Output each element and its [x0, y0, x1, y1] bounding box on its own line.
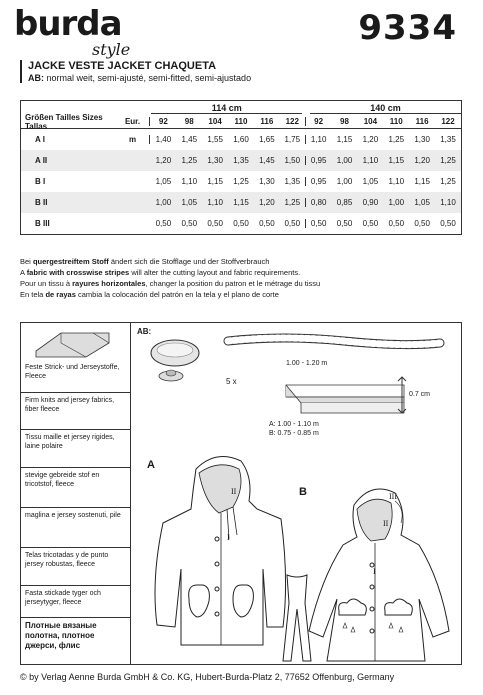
table-cell: 0,50: [336, 219, 353, 228]
table-cell: 1,25: [181, 156, 198, 165]
size-header-cell: 110: [389, 117, 403, 126]
brand-sub: style: [92, 40, 131, 59]
pattern-number: 9334: [358, 8, 457, 48]
size-header-cell: 98: [184, 117, 194, 126]
table-cell: 1,30: [207, 156, 223, 165]
table-cell: 0,50: [388, 219, 405, 228]
fabric-divider: [21, 392, 131, 393]
view-row-label: A II: [35, 156, 48, 165]
table-cell: 1,25: [440, 156, 456, 165]
table-cell: 1,00: [155, 198, 172, 207]
table-cell: 1,10: [310, 135, 327, 144]
fabric-requirements-table: [20, 100, 462, 235]
note-bold: de rayas: [45, 290, 76, 299]
fabric-suggestion-text: maglina e jersey sostenuti, pile: [25, 512, 121, 519]
fabric-divider: [21, 467, 131, 468]
fabric-suggestion-text: Feste Strick- und Jerseystoffe, Fleece: [25, 364, 120, 380]
table-cell: 1,05: [181, 198, 198, 207]
snap-fastener-icon: [149, 337, 209, 385]
view-row-label: B II: [35, 198, 48, 207]
table-cell: 0,50: [181, 219, 198, 228]
table-cell: 1,25: [233, 177, 249, 186]
note-post: cambia la colocación del patrón en la tela y el plano de corte: [75, 290, 279, 299]
jacket-b-illustration: [309, 481, 459, 663]
table-cell: 0,50: [414, 219, 430, 228]
table-cell: 1,30: [414, 135, 430, 144]
table-size-header: [21, 112, 461, 131]
view-b-label: B: [299, 486, 307, 498]
table-cell: 0,95: [310, 177, 327, 186]
table-cell: 1,35: [233, 156, 249, 165]
table-cell: 1,20: [259, 198, 275, 207]
table-cell: 1,50: [280, 156, 306, 165]
table-row: [21, 150, 461, 171]
table-cell: 1,20: [362, 135, 379, 144]
cord-length: 1.00 - 1.20 m: [286, 360, 328, 367]
title-block: [20, 60, 460, 83]
table-cell: 0,50: [310, 219, 327, 228]
note-post: will alter the cutting layout and fabric requirements.: [129, 268, 301, 277]
note-bold: fabric with crosswise stripes: [26, 268, 130, 277]
table-cell: 1,20: [414, 156, 430, 165]
table-cell: 1,15: [233, 198, 249, 207]
copyright-footer: © by Verlag Aenne Burda GmbH & Co. KG, Hubert-Burda-Platz 2, 77652 Offenburg, Germany: [20, 672, 395, 682]
table-cell: 1,10: [440, 198, 456, 207]
note-pre: Bei: [20, 257, 33, 266]
table-cell: 1,25: [280, 198, 306, 207]
table-cell: 1,10: [207, 198, 223, 207]
view-a-label: A: [147, 459, 155, 471]
bias-tape-icon: [236, 373, 406, 418]
table-cell: 1,15: [207, 177, 223, 186]
table-cell: 1,05: [362, 177, 379, 186]
sizes-label: Größen Tailles Sizes Tallas: [25, 112, 103, 131]
width-group-114: 114 cm: [151, 103, 302, 114]
fabric-divider: [21, 547, 131, 548]
fabric-suggestion-text: Telas tricotadas y de punto jersey robustas, fleece: [25, 552, 109, 568]
fabric-suggestions: [21, 323, 131, 664]
size-header-cell: 110: [234, 117, 248, 126]
table-cell: 1,15: [336, 135, 353, 144]
table-row: [21, 171, 461, 192]
table-cell: 1,00: [336, 177, 353, 186]
note-line: [20, 256, 460, 267]
burda-logo: [14, 4, 154, 60]
table-cell: 0,50: [362, 219, 379, 228]
table-cell: 1,25: [388, 135, 405, 144]
fabrics-notions-panel: [20, 322, 462, 665]
table-cell: 0,50: [207, 219, 223, 228]
table-cell: 1,35: [440, 135, 456, 144]
note-bold: quergestreiftem Stoff: [32, 257, 109, 266]
fabric-divider: [21, 429, 131, 430]
table-cell: 1,05: [155, 177, 172, 186]
table-cell: 1,35: [280, 177, 306, 186]
table-cell: 0,50: [155, 219, 172, 228]
fabric-suggestion-text: Firm knits and jersey fabrics, fiber fleece: [25, 397, 115, 413]
table-cell: 1,40: [155, 135, 172, 144]
note-line: [20, 278, 460, 289]
table-row: [21, 213, 461, 234]
view-b-piece-i: I: [373, 567, 376, 576]
view-row-label: B I: [35, 177, 46, 186]
table-cell: 1,10: [388, 177, 405, 186]
table-row: [21, 192, 461, 213]
table-cell: 1,45: [181, 135, 198, 144]
table-cell: 1,25: [440, 177, 456, 186]
eur-label: Eur.: [116, 117, 151, 126]
brand-name: burda: [14, 4, 122, 44]
view-b-piece-ii: II: [383, 519, 389, 528]
fabric-suggestion-text: Fasta stickade tyger och jerseytyger, fleece: [25, 590, 101, 606]
note-bold: rayures horizontales: [72, 279, 146, 288]
size-header-cell: 92: [314, 117, 324, 126]
fit-description: [28, 73, 460, 83]
table-cell: 1,60: [233, 135, 249, 144]
size-header-cell: 104: [208, 117, 222, 126]
table-cell: 1,10: [362, 156, 379, 165]
unit-cell: m: [116, 135, 151, 144]
table-cell: 0,85: [336, 198, 353, 207]
fit-view-label: AB:: [28, 73, 44, 83]
table-body: [21, 129, 461, 234]
table-cell: 1,45: [259, 156, 275, 165]
table-row: [21, 129, 461, 150]
table-cell: 1,55: [207, 135, 223, 144]
table-cell: 0,50: [440, 219, 456, 228]
table-cell: 0,90: [362, 198, 379, 207]
size-header-cell: 122: [280, 117, 306, 126]
table-cell: 1,75: [280, 135, 306, 144]
size-header-cell: 104: [363, 117, 378, 126]
stripe-notes: [20, 256, 460, 300]
table-cell: 1,30: [259, 177, 275, 186]
table-cell: 0,80: [310, 198, 327, 207]
table-cell: 0,50: [259, 219, 275, 228]
table-cell: 1,05: [414, 198, 430, 207]
view-row-label: A I: [35, 135, 45, 144]
note-post: , changer la position du patron et le métrage du tissu: [145, 279, 321, 288]
fabric-swatch-icon: [31, 329, 111, 359]
width-group-140: 140 cm: [310, 103, 461, 114]
fabric-divider: [21, 585, 131, 586]
table-cell: 1,00: [388, 198, 405, 207]
fit-text: normal weit, semi-ajusté, semi-fitted, semi-ajustado: [44, 73, 252, 83]
note-pre: Pour un tissu à: [20, 279, 73, 288]
note-line: [20, 267, 460, 278]
size-header-cell: 122: [441, 117, 455, 126]
tape-width: 0.7 cm: [409, 391, 431, 398]
garment-title: JACKE VESTE JACKET CHAQUETA: [28, 60, 217, 72]
fabric-suggestion-text: stevige gebreide stof en tricotstof, fleece: [25, 472, 100, 488]
note-pre: En tela: [20, 290, 46, 299]
note-post: ändert sich die Stofflage und der Stoffverbrauch: [108, 257, 270, 266]
view-b-piece-iii: III: [389, 492, 397, 501]
table-cell: 0,50: [233, 219, 249, 228]
size-header-cell: 92: [158, 117, 168, 126]
tape-lengths: [269, 420, 319, 438]
table-cell: 1,00: [336, 156, 353, 165]
size-header-cell: 116: [260, 117, 274, 126]
table-cell: 1,65: [259, 135, 275, 144]
fabric-suggestion-text: Плотные вязаные полотна, плотное джерси, флис: [25, 621, 97, 650]
size-header-cell: 116: [415, 117, 429, 126]
tape-length-a: A: 1.00 - 1.10 m: [269, 421, 319, 428]
table-cell: 1,10: [181, 177, 198, 186]
view-a-piece-i: I: [227, 533, 230, 542]
jacket-a-illustration: [141, 449, 291, 659]
fabric-divider: [21, 617, 131, 618]
table-cell: 0,95: [310, 156, 327, 165]
view-row-label: B III: [35, 219, 50, 228]
size-header-cell: 98: [340, 117, 349, 126]
note-pre: A: [20, 268, 27, 277]
notions-view-label: AB:: [137, 327, 152, 336]
table-cell: 0,50: [280, 219, 306, 228]
table-cell: 1,15: [414, 177, 430, 186]
fabric-suggestion-text: Tissu maille et jersey rigides, laine polaire: [25, 434, 115, 450]
table-cell: 1,20: [155, 156, 172, 165]
view-a-piece-ii: II: [231, 487, 237, 496]
tape-width-arrow-icon: [396, 375, 408, 415]
cord-icon: [224, 331, 444, 355]
tape-length-b: B: 0.75 - 0.85 m: [269, 430, 319, 437]
fabric-divider: [21, 507, 131, 508]
snap-quantity: 5 x: [226, 377, 237, 386]
note-line: [20, 289, 460, 300]
table-cell: 1,15: [388, 156, 405, 165]
